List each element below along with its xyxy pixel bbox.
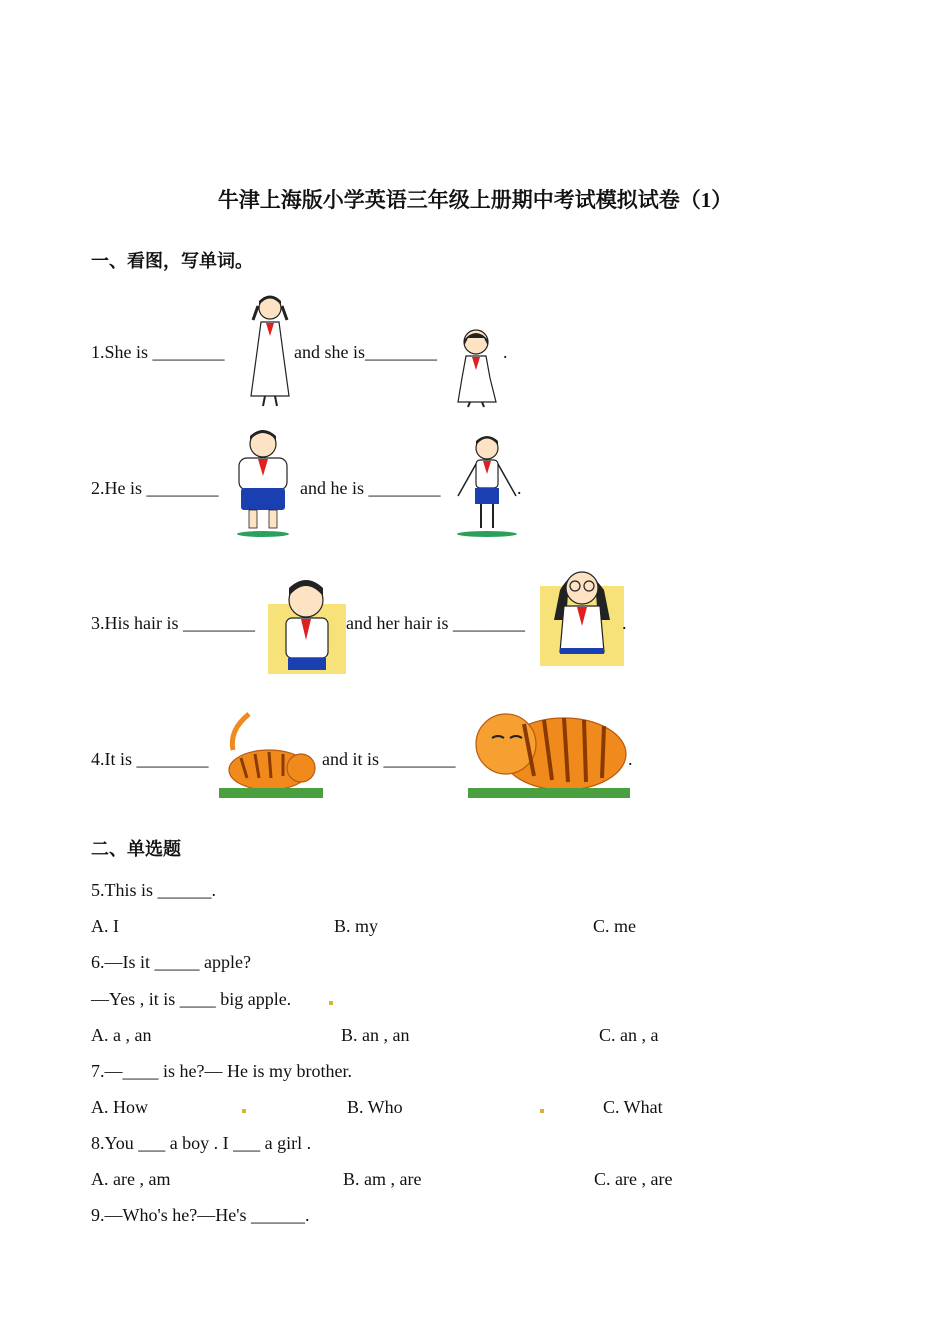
q5-option-b: B. my [334, 916, 379, 936]
decorative-dot [242, 1109, 246, 1113]
small-tiger-picture [219, 710, 323, 798]
short-hair-boy-picture [268, 574, 346, 674]
q3-end: . [622, 613, 627, 633]
q1-part2: and she is________ [294, 342, 437, 362]
q7-stem: 7.—____ is he?— He is my brother. [91, 1061, 352, 1081]
q4-part2: and it is ________ [322, 749, 456, 769]
q4-part1: 4.It is ________ [91, 749, 209, 769]
q8-stem: 8.You ___ a boy . I ___ a girl . [91, 1133, 312, 1153]
q1-part1: 1.She is ________ [91, 342, 225, 362]
decorative-dot [329, 1001, 333, 1005]
q5-option-a: A. I [91, 916, 119, 936]
big-tiger-picture [468, 694, 630, 798]
tall-girl-picture [247, 292, 293, 408]
q4-end: . [628, 749, 633, 769]
q6-stem: 6.—Is it _____ apple? [91, 952, 251, 972]
q6-option-b: B. an , an [341, 1025, 410, 1045]
q9-stem: 9.—Who's he?—He's ______. [91, 1205, 310, 1225]
q6-stem-2: —Yes , it is ____ big apple. [91, 989, 292, 1009]
q5-option-c: C. me [593, 916, 636, 936]
q1-end: . [503, 342, 508, 362]
thin-boy-picture [452, 434, 522, 538]
q8-option-c: C. are , are [594, 1169, 673, 1189]
q2-part1: 2.He is ________ [91, 478, 219, 498]
q6-option-a: A. a , an [91, 1025, 152, 1045]
q3-part2: and her hair is ________ [346, 613, 525, 633]
q8-option-b: B. am , are [343, 1169, 422, 1189]
fat-boy-picture [233, 428, 293, 538]
q5-stem: 5.This is ______. [91, 880, 217, 900]
q2-part2: and he is ________ [300, 478, 441, 498]
q3-part1: 3.His hair is ________ [91, 613, 255, 633]
section-2-heading: 二、单选题 [91, 839, 181, 859]
q8-option-a: A. are , am [91, 1169, 171, 1189]
decorative-dot [540, 1109, 544, 1113]
q7-option-b: B. Who [347, 1097, 403, 1117]
q6-option-c: C. an , a [599, 1025, 659, 1045]
q7-option-c: C. What [603, 1097, 663, 1117]
short-girl-picture [454, 326, 500, 408]
section-1-heading: 一、看图，写单词。 [91, 251, 253, 271]
page-title: 牛津上海版小学英语三年级上册期中考试模拟试卷（1） [217, 188, 733, 212]
q7-option-a: A. How [91, 1097, 148, 1117]
q2-end: . [517, 478, 522, 498]
long-hair-girl-picture [540, 560, 624, 666]
